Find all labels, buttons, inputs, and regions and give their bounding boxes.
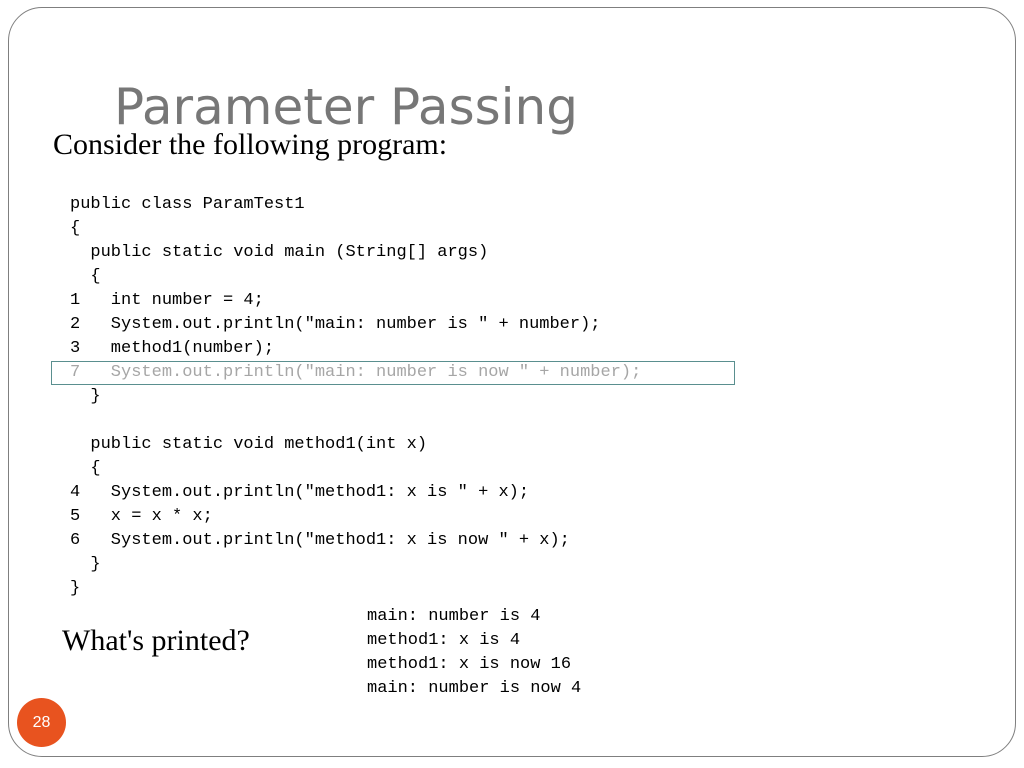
code-line bbox=[70, 409, 641, 433]
code-line: 6 System.out.println("method1: x is now " + x); bbox=[70, 531, 570, 550]
current-line-highlight-box bbox=[51, 361, 735, 385]
code-line: } bbox=[70, 579, 81, 598]
page-number-badge bbox=[17, 698, 66, 747]
code-line: 2 System.out.println("main: number is " + number); bbox=[70, 315, 601, 334]
code-line: { bbox=[70, 267, 101, 286]
code-line: public class ParamTest1 bbox=[70, 195, 305, 214]
output-line: main: number is 4 bbox=[367, 607, 541, 626]
output-block bbox=[367, 605, 581, 701]
page-number: 28 bbox=[32, 713, 51, 731]
output-line: main: number is now 4 bbox=[367, 679, 582, 698]
code-line: { bbox=[70, 219, 81, 238]
question-text: What's printed? bbox=[62, 624, 250, 657]
output-line: method1: x is 4 bbox=[367, 631, 521, 650]
code-line: public static void method1(int x) bbox=[70, 435, 428, 454]
output-line: method1: x is now 16 bbox=[367, 655, 572, 674]
code-line: 5 x = x * x; bbox=[70, 507, 213, 526]
code-line: } bbox=[70, 387, 101, 406]
code-line-highlighted: 7 System.out.println("main: number is now " + number); bbox=[70, 363, 642, 382]
code-line: 4 System.out.println("method1: x is " + x); bbox=[70, 483, 530, 502]
code-block bbox=[70, 193, 641, 601]
code-line: { bbox=[70, 459, 101, 478]
code-line: } bbox=[70, 555, 101, 574]
slide-title: Parameter Passing bbox=[114, 78, 578, 136]
code-line: public static void main (String[] args) bbox=[70, 243, 489, 262]
code-line: 3 method1(number); bbox=[70, 339, 275, 358]
code-line: 1 int number = 4; bbox=[70, 291, 264, 310]
slide-subtitle: Consider the following program: bbox=[53, 128, 448, 161]
